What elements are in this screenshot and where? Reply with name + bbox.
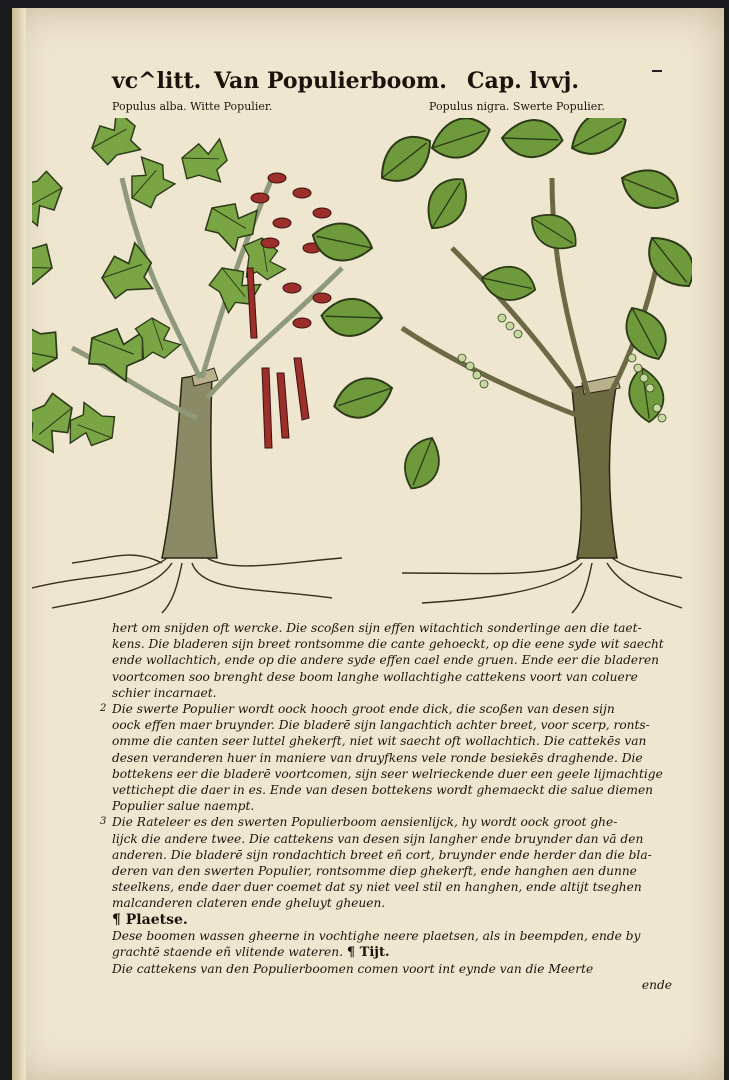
book-page [12, 8, 724, 1080]
text-line: hert om snijden oft wercke. Die scoßen sijn effen witachtich sonderlinge aen die taet- [112, 621, 642, 635]
folio-number: vc^litt. [112, 68, 202, 94]
text-line-content: grachtē staende eñ vlitende wateren. [112, 945, 343, 960]
text-line: ende wollachtich, ende op die andere syde effen cael ende gruen. Ende eer die bladeren [112, 653, 660, 668]
text-line [112, 944, 672, 961]
text-line: omme die canten seer luttel ghekerft, niet wit saecht oft wollachtich. Die cattekēs van [112, 734, 647, 749]
text-line [100, 701, 672, 717]
right-plate-caption: Populus nigra. Swerte Populier. [429, 100, 605, 113]
text-line: Dese boomen wassen gheerne in vochtighe neere plaetsen, als in beempden, ende by [112, 928, 641, 943]
text-line: bottekens eer die bladerē voortcomen, sijn seer welrieckende duer een geele lijmachtige [112, 766, 663, 781]
text-line: voortcomen soo brenght dese boom langhe wollachtighe cattekens voort van coluere [112, 669, 638, 684]
text-line: Populier salue naempt. [112, 799, 255, 814]
text-line: desen veranderen huer in maniere van druyfkens vele ronde besiekēs draghende. Die [112, 750, 643, 765]
text-line: deren van den swerten Populier, rontsomme diep ghekerft, ende hanghen aen dunne [112, 864, 637, 879]
paragraph-number: 3 [100, 816, 107, 828]
text-line-content: Die Rateleer es den swerten Populierboom aensienlijck, hy wordt oock groot ghe- [112, 815, 618, 830]
chapter-number: Cap. lvvj. [467, 68, 580, 94]
woodcut-illustrations [32, 118, 692, 618]
paragraph-number: 2 [100, 703, 107, 715]
section-heading-place: ¶ Plaetse. [112, 911, 188, 928]
white-poplar-roots [32, 555, 342, 613]
text-line [100, 814, 672, 830]
text-line: Die cattekens van den Populierboomen comen voort int eynde van die Meerte [112, 962, 594, 977]
text-line: vettichept die daer in es. Ende van desen bottekens wordt ghemaeckt die salue diemen [112, 783, 654, 798]
text-line: schier incarnaet. [112, 685, 217, 700]
page-gutter [12, 8, 26, 1080]
black-poplar-woodcut [307, 118, 692, 613]
corner-mark [652, 70, 662, 72]
body-text [100, 620, 672, 994]
text-line: steelkens, ende daer duer coemet dat sy niet veel stil en hanghen, ende altijt tseghen [112, 880, 642, 895]
black-poplar-leaves [307, 118, 692, 495]
text-line: lijck die andere twee. Die cattekens van desen sijn langher ende bruynder dan vā den [112, 831, 644, 846]
page-header [112, 68, 692, 113]
white-poplar-woodcut [32, 118, 351, 613]
text-line: oock effen maer bruynder. Die bladerē sijn langachtich achter breet, voor scerp, ronts- [112, 718, 650, 733]
black-poplar-roots [402, 558, 682, 613]
text-line: malcanderen clateren ende gheluyt gheuen. [112, 896, 386, 911]
text-line-content: Die swerte Populier wordt oock hooch groot ende dick, die scoßen van desen sijn [112, 702, 615, 717]
chapter-title: Van Populierboom. [214, 68, 447, 94]
section-heading-time: ¶ Tijt. [346, 945, 390, 961]
catchword: ende [641, 978, 672, 993]
left-plate-caption: Populus alba. Witte Populier. [112, 100, 273, 113]
text-line: kens. Die bladeren sijn breet rontsomme die cante gehoeckt, op die eene syde wit saecht [112, 637, 664, 652]
text-line: anderen. Die bladerē sijn rondachtich breet eñ cort, bruynder ende herder dan die bla- [112, 847, 652, 862]
